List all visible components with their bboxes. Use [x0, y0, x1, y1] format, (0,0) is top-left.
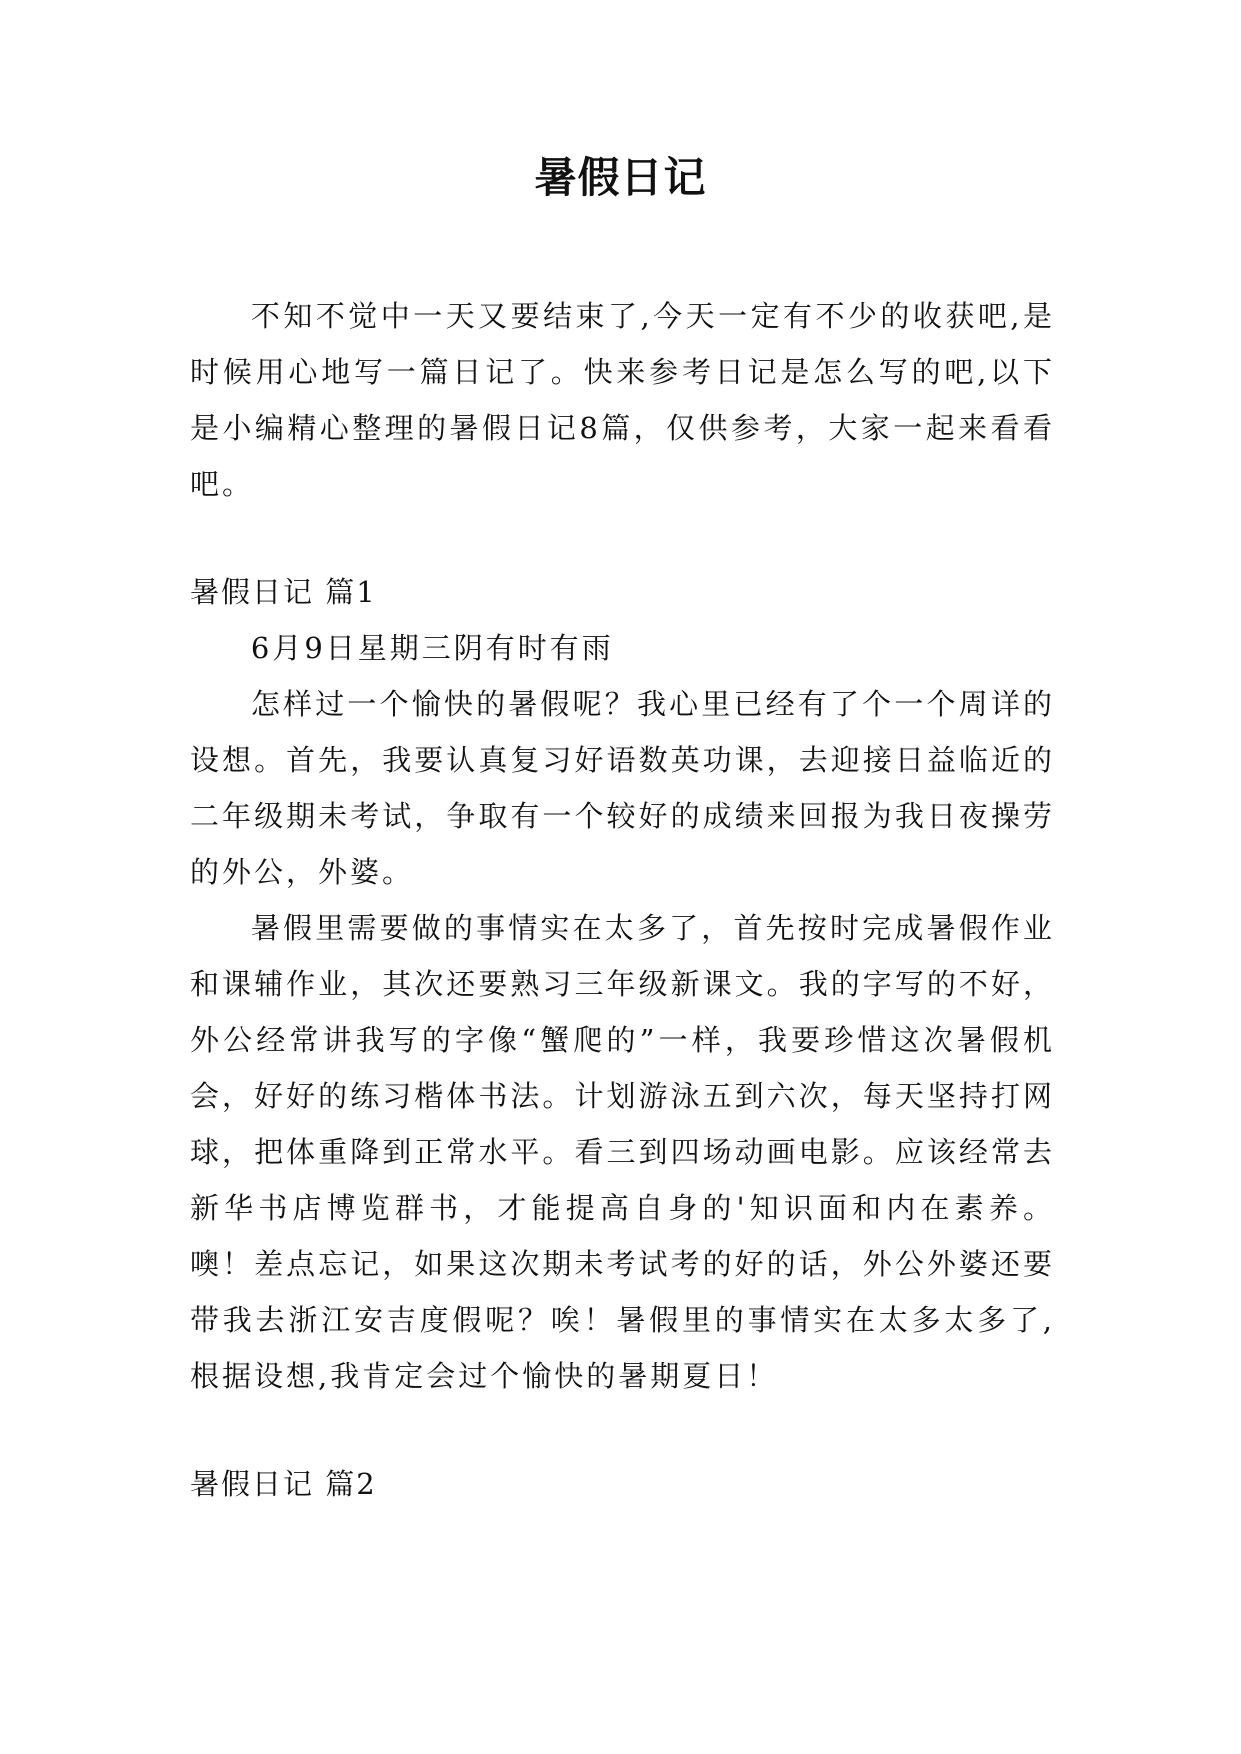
diary-date-line: 6月9日星期三阴有时有雨 [250, 631, 614, 665]
intro-paragraph: 不知不觉中一天又要结束了,今天一定有不少的收获吧,是时候用心地写一篇日记了。快来参考日记是怎么写的吧,以下是小编精心整理的暑假日记8篇，仅供参考，大家一起来看看吧。 [190, 299, 1055, 501]
document-title: 暑假日记 [534, 153, 707, 202]
section-spacer [190, 1404, 1055, 1456]
diary-paragraph: 怎样过一个愉快的暑假呢？我心里已经有了个一个周详的设想。首先，我要认真复习好语数英功课，去迎接日益临近的二年级期未考试，争取有一个较好的成绩来回报为我日夜操劳的外公，外婆。 [190, 687, 1055, 889]
section-heading-1: 暑假日记 篇1 [190, 575, 377, 609]
diary-paragraph: 暑假里需要做的事情实在太多了，首先按时完成暑假作业和课辅作业，其次还要熟习三年级新课文。我的字写的不好，外公经常讲我写的字像“蟹爬的”一样，我要珍惜这次暑假机会，好好的练习楷体书法。计划游泳五到六次，每天坚持打网球，把体重降到正常水平。看三到四场动画电影。应该经常去新华书店博览群书，才能提高自身的'知识面和内在素养。噢！差点忘记，如果这次期未考试考的好的话，外公外婆还要带我去浙江安吉度假呢？唉！暑假里的事情实在太多太多了,根据设想,我肯定会过个愉快的暑期夏日！ [190, 911, 1055, 1393]
document-body [190, 288, 1055, 1512]
section-heading-2: 暑假日记 篇2 [190, 1467, 377, 1501]
